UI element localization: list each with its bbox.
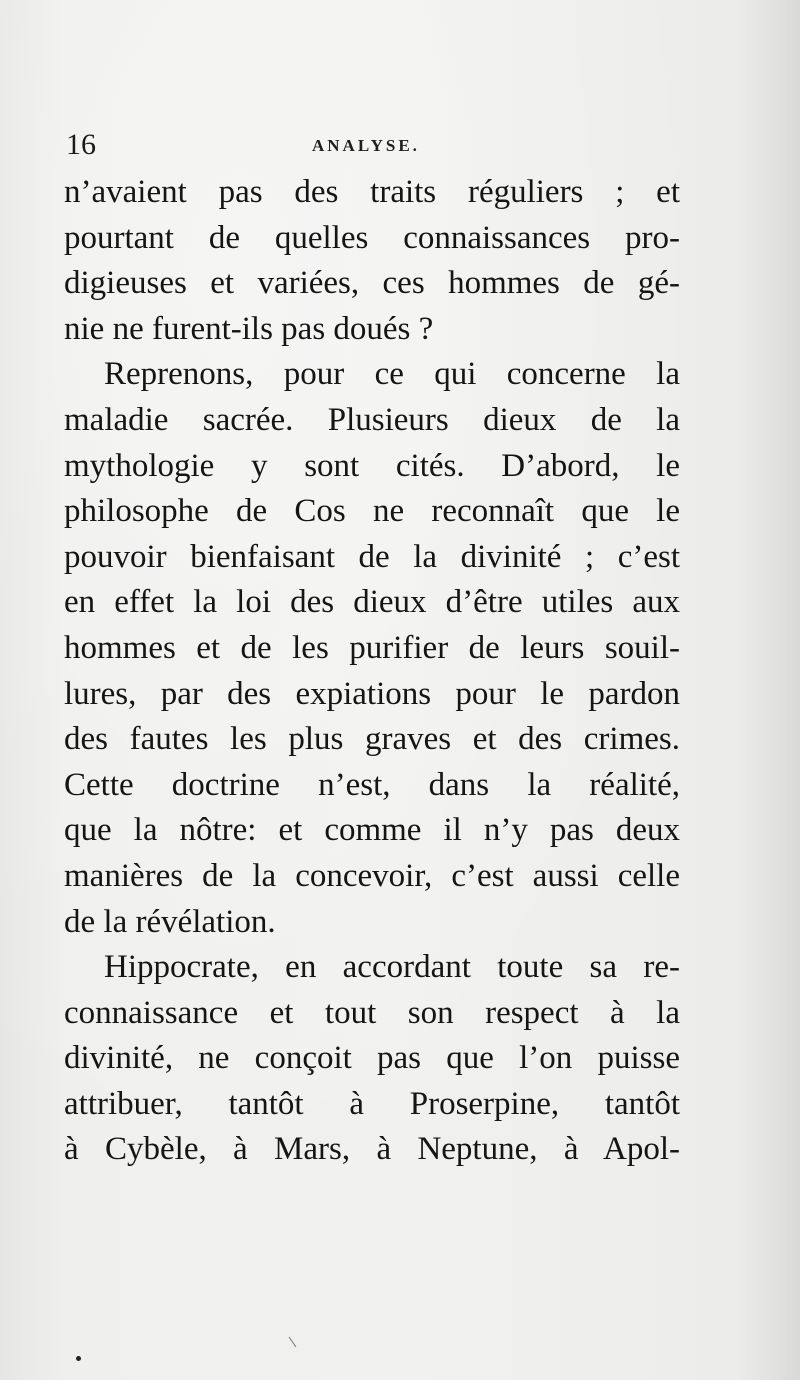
text-line: hommes et de les purifier de leurs souil- (64, 629, 680, 666)
running-head: ANALYSE. (312, 136, 420, 155)
text-line: des fautes les plus graves et des crimes. (64, 721, 680, 758)
text-line: maladie sacrée. Plusieurs dieux de la (64, 401, 680, 438)
text-line: de la révélation. (64, 903, 276, 940)
text-line: n’avaient pas des traits réguliers ; et (64, 174, 680, 210)
text-line: pouvoir bienfaisant de la divinité ; c’est (64, 538, 680, 575)
ink-speck (76, 1356, 81, 1361)
paragraph (64, 170, 680, 352)
text-line: divinité, ne conçoit pas que l’on puisse (64, 1040, 680, 1077)
body-text (64, 170, 680, 1173)
text-line: pourtant de quelles connaissances pro- (64, 219, 680, 256)
paragraph (64, 352, 680, 945)
text-line: philosophe de Cos ne reconnaît que le (64, 493, 680, 530)
text-line: digieuses et variées, ces hommes de gé- (64, 265, 680, 302)
text-line: Hippocrate, en accordant toute sa re- (104, 949, 680, 986)
text-line: que la nôtre: et comme il n’y pas deux (64, 812, 680, 849)
text-line: mythologie y sont cités. D’abord, le (64, 447, 680, 484)
text-line: Reprenons, pour ce qui concerne la (104, 356, 680, 393)
text-line: lures, par des expiations pour le pardon (64, 675, 680, 712)
page-header (66, 128, 686, 168)
text-line: en effet la loi des dieux d’être utiles aux (64, 584, 680, 621)
text-line: manières de la concevoir, c’est aussi celle (64, 857, 680, 894)
page-number: 16 (66, 128, 96, 161)
paragraph (64, 945, 680, 1173)
text-line: nie ne furent-ils pas doués ? (64, 310, 434, 347)
text-line: Cette doctrine n’est, dans la réalité, (64, 766, 680, 803)
ink-mark (289, 1337, 297, 1347)
text-line: connaissance et tout son respect à la (64, 994, 680, 1031)
text-line: attribuer, tantôt à Proserpine, tantôt (64, 1085, 680, 1122)
text-line: à Cybèle, à Mars, à Neptune, à Apol- (64, 1131, 680, 1168)
